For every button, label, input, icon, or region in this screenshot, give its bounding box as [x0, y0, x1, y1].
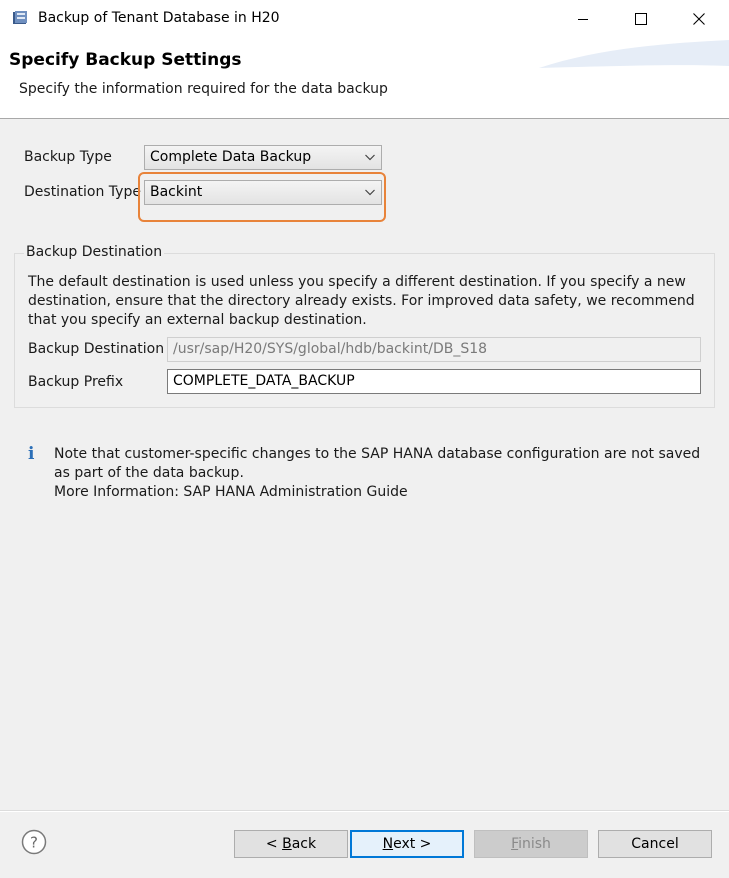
- destination-type-label: Destination Type: [24, 184, 141, 200]
- backup-destination-description: The default destination is used unless you specify a different destination. If you specify a new destination, ensure that the directory already exists. For improved data safety, we recommend that you specify an external backup destination.: [28, 274, 695, 328]
- finish-button-accelerator: F: [511, 836, 519, 852]
- backup-type-value: Complete Data Backup: [150, 149, 312, 165]
- next-button[interactable]: [350, 830, 464, 858]
- info-note-line2: More Information: SAP HANA Administration Guide: [54, 484, 408, 500]
- cancel-button[interactable]: Cancel: [598, 830, 712, 858]
- back-button[interactable]: [234, 830, 348, 858]
- destination-type-highlight: [138, 172, 386, 222]
- back-button-accelerator: B: [282, 836, 292, 852]
- header-banner-graphic: [509, 38, 729, 98]
- backup-destination-label: Backup Destination: [28, 341, 165, 357]
- maximize-button[interactable]: [612, 0, 670, 38]
- wizard-header: [0, 38, 729, 119]
- page-subtitle: Specify the information required for the data backup: [19, 81, 388, 97]
- svg-text:?: ?: [30, 833, 38, 852]
- minimize-button[interactable]: [554, 0, 612, 38]
- footer-divider: [0, 810, 729, 812]
- backup-destination-group-title: Backup Destination: [26, 244, 163, 260]
- backup-prefix-input[interactable]: COMPLETE_DATA_BACKUP: [167, 369, 701, 394]
- back-button-prefix: <: [265, 836, 283, 852]
- info-note: [54, 445, 709, 502]
- page-title: Specify Backup Settings: [9, 50, 242, 70]
- info-note-line1: Note that customer-specific changes to the SAP HANA database configuration are not saved as part of the data backup.: [54, 446, 701, 481]
- close-icon: [693, 13, 705, 25]
- finish-button-label: inish: [518, 836, 551, 852]
- minimize-icon: [577, 13, 589, 25]
- window-title: Backup of Tenant Database in H20: [38, 10, 280, 26]
- back-button-label: ack: [291, 836, 317, 852]
- close-button[interactable]: [670, 0, 728, 38]
- app-icon: [12, 10, 28, 26]
- finish-button[interactable]: [474, 830, 588, 858]
- help-icon[interactable]: [21, 829, 47, 855]
- next-button-accelerator: N: [382, 836, 394, 852]
- destination-type-value: Backint: [150, 184, 203, 200]
- chevron-down-icon: [365, 154, 375, 161]
- next-button-label: ext >: [393, 836, 432, 852]
- maximize-icon: [635, 13, 647, 25]
- window-title-bar: [0, 0, 729, 38]
- backup-type-label: Backup Type: [24, 149, 112, 165]
- info-icon: i: [28, 444, 35, 464]
- backup-type-dropdown[interactable]: [144, 145, 382, 170]
- backup-prefix-label: Backup Prefix: [28, 374, 124, 390]
- backup-destination-field: /usr/sap/H20/SYS/global/hdb/backint/DB_S18: [167, 337, 701, 362]
